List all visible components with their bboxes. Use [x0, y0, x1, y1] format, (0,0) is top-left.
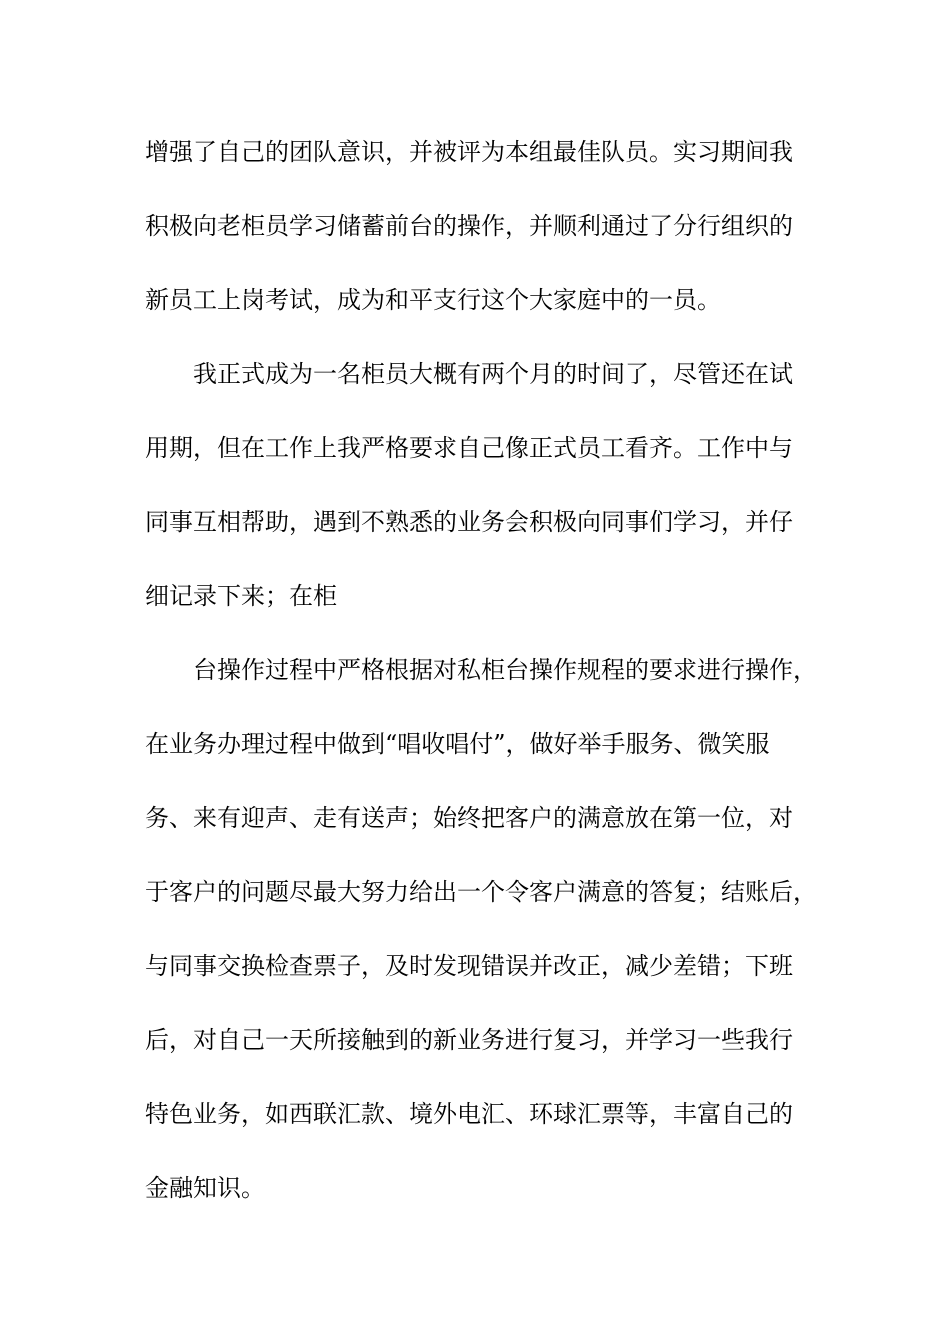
text-line: 于客户的问题尽最大努力给出一个令客户满意的答复；结账后， [145, 878, 817, 906]
text-line: 同事互相帮助，遇到不熟悉的业务会积极向同事们学习，并仔 [145, 508, 793, 536]
text-line: 增强了自己的团队意识，并被评为本组最佳队员。实习期间我 [145, 138, 793, 166]
text-line: 务、来有迎声、走有送声；始终把客户的满意放在第一位，对 [145, 804, 793, 832]
text-line: 特色业务，如西联汇款、境外电汇、环球汇票等，丰富自己的 [145, 1100, 793, 1128]
text-line: 用期，但在工作上我严格要求自己像正式员工看齐。工作中与 [145, 434, 793, 462]
text-line: 积极向老柜员学习储蓄前台的操作，并顺利通过了分行组织的 [145, 212, 793, 240]
paragraph-first-line: 台操作过程中严格根据对私柜台操作规程的要求进行操作， [193, 656, 817, 684]
text-line: 在业务办理过程中做到“唱收唱付”，做好举手服务、微笑服 [145, 730, 770, 758]
paragraph-first-line: 我正式成为一名柜员大概有两个月的时间了，尽管还在试 [193, 360, 793, 388]
text-line: 新员工上岗考试，成为和平支行这个大家庭中的一员。 [145, 286, 721, 314]
text-line: 与同事交换检查票子，及时发现错误并改正，减少差错；下班 [145, 952, 793, 980]
text-line: 细记录下来；在柜 [145, 582, 337, 610]
text-line: 金融知识。 [145, 1174, 265, 1202]
text-line: 后，对自己一天所接触到的新业务进行复习，并学习一些我行 [145, 1026, 793, 1054]
